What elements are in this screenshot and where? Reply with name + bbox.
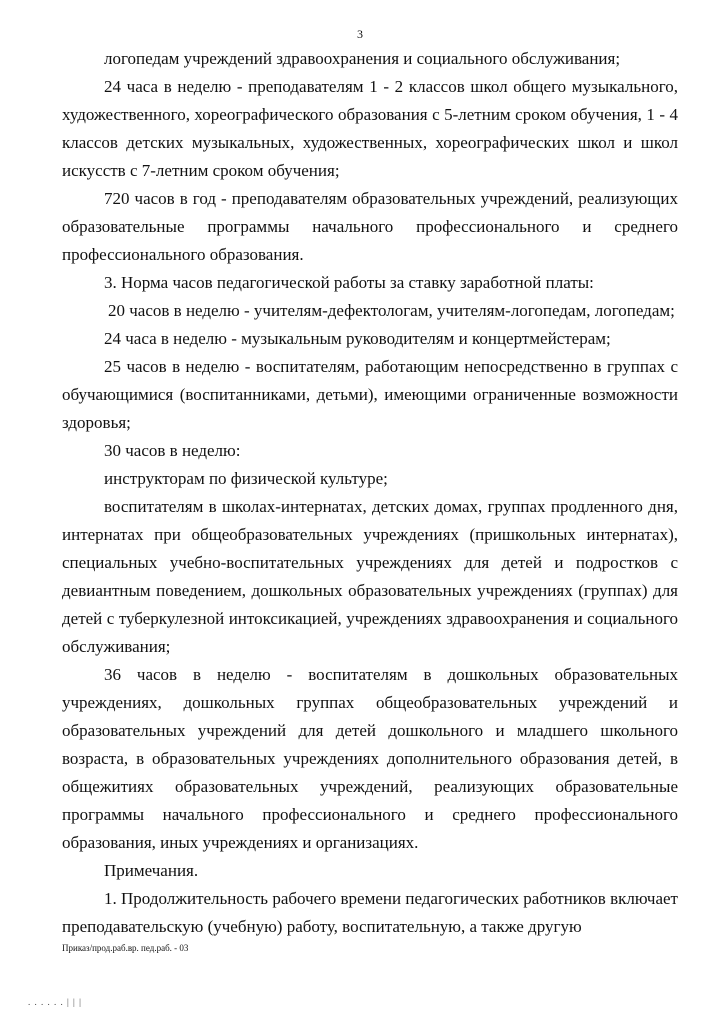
- paragraph-25-hours: 25 часов в неделю - воспитателям, работающим непосредственно в группах с обучающимися (воспитанниками, детьми), имеющими ограниченные возможности здоровья;: [62, 357, 678, 432]
- paragraph-720-hours: 720 часов в год - преподавателям образовательных учреждений, реализующих образовательные программы начального профессионального и среднего профессионального образования.: [62, 189, 678, 264]
- document-body: [62, 45, 678, 941]
- note-1: 1. Продолжительность рабочего времени педагогических работников включает преподавательскую (учебную) работу, воспитательную, а также другую: [62, 889, 678, 936]
- footer-reference: Приказ/прод.раб.вр. пед.раб. - 03: [62, 943, 189, 953]
- notes-heading: Примечания.: [104, 861, 199, 880]
- paragraph-20-hours: 20 часов в неделю - учителям-дефектологам, учителям-логопедам, логопедам;: [108, 301, 675, 320]
- page-number: 3: [357, 27, 363, 41]
- paragraph-24-hours-art-schools: 24 часа в неделю - преподавателям 1 - 2 классов школ общего музыкального, художественного, хореографического образования с 5-летним сроком обучения, 1 - 4 классов детских музыкальных, художественных, хореографических школ и школ искусств с 7-летним сроком обучения;: [62, 77, 678, 180]
- section-3-heading: 3. Норма часов педагогической работы за ставку заработной платы:: [104, 273, 594, 292]
- paragraph-pe-instructors: инструкторам по физической культуре;: [104, 469, 388, 488]
- paragraph-speech-therapists: логопедам учреждений здравоохранения и социального обслуживания;: [104, 49, 621, 68]
- paragraph-36-hours: 36 часов в неделю - воспитателям в дошкольных образовательных учреждениях, дошкольных группах общеобразовательных учреждений и образовательных учреждений для детей дошкольного и младшего школьного возраста, в образовательных учреждениях дополнительного образования детей, в общежитиях образовательных учреждений, реализующих образовательные программы начального профессионального и среднего профессионального образования, иных учреждениях и организациях.: [62, 665, 678, 852]
- paragraph-boarding-educators: воспитателям в школах-интернатах, детских домах, группах продленного дня, интернатах при общеобразовательных учреждениях (пришкольных интернатах), специальных учебно-воспитательных учреждениях для детей и подростков с девиантным поведением, дошкольных образовательных учреждениях (группах) для детей с туберкулезной интоксикацией, учреждениях здравоохранения и социального обслуживания;: [62, 497, 678, 656]
- scan-specks: . . . . . . | | |: [28, 997, 82, 1007]
- paragraph-30-hours: 30 часов в неделю:: [104, 441, 241, 460]
- paragraph-24-hours-music: 24 часа в неделю - музыкальным руководителям и концертмейстерам;: [104, 329, 611, 348]
